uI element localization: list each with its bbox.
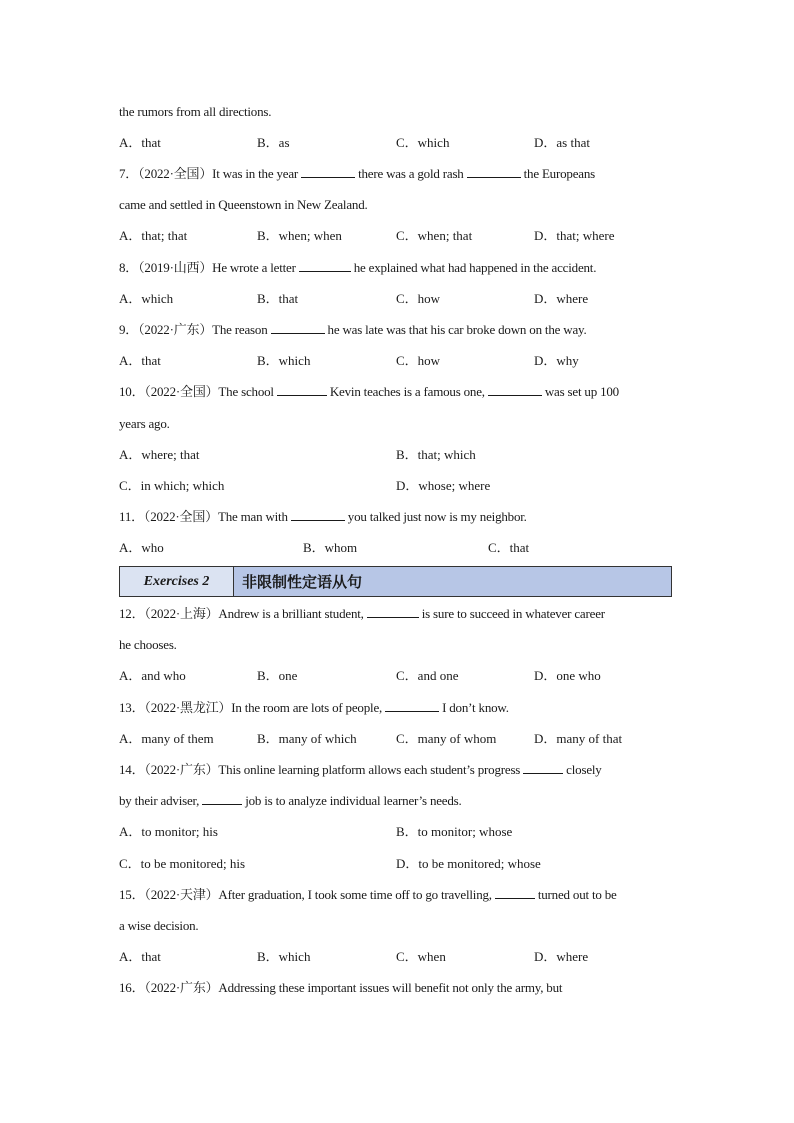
question-9: 9．（2022·广东）The reason he was late was that his car broke down on the way. [119,322,587,337]
option-b: B．many of which [257,731,357,746]
option-a: A．many of them [119,731,214,746]
question-16: 16．（2022·广东）Addressing these important issues will benefit not only the army, but [119,980,563,995]
answer-blank [299,259,351,272]
option-c: C．when; that [396,228,473,243]
option-c: C．that [488,540,530,555]
option-d: D．where [534,949,589,964]
question-13: 13．（2022·黑龙江）In the room are lots of people, I don’t know. [119,700,509,715]
text-line: years ago. [119,416,170,431]
question-12: 12．（2022·上海）Andrew is a brilliant student, is sure to succeed in whatever career [119,606,605,621]
option-a: A．that [119,135,161,150]
option-d: D．as that [534,135,590,150]
section-title: 非限制性定语从句 [234,567,671,596]
option-d: D．one who [534,668,601,683]
answer-blank [277,383,327,396]
option-d: D．to be monitored; whose [396,856,541,871]
question-11: 11．（2022·全国）The man with you talked just now is my neighbor. [119,509,527,524]
answer-blank [385,699,439,712]
option-a: A．who [119,540,164,555]
option-b: B．which [257,353,311,368]
section-header [119,566,672,597]
option-b: B．which [257,949,311,964]
option-a: A．that [119,949,161,964]
option-a: A．that [119,353,161,368]
option-c: C．which [396,135,450,150]
option-a: A．and who [119,668,186,683]
answer-blank [467,165,521,178]
option-a: A．that; that [119,228,188,243]
option-c: C．and one [396,668,459,683]
question-14: 14．（2022·广东）This online learning platform allows each student’s progress closely [119,762,602,777]
answer-blank [271,321,325,334]
option-d: D．many of that [534,731,623,746]
option-c: C．in which; which [119,478,225,493]
section-label: Exercises 2 [120,567,234,596]
option-b: B．to monitor; whose [396,824,513,839]
question-15: 15．（2022·天津）After graduation, I took some time off to go travelling, turned out to be [119,887,617,902]
answer-blank [523,761,563,774]
option-d: D．whose; where [396,478,491,493]
answer-blank [495,886,535,899]
answer-blank [488,383,542,396]
option-d: D．that; where [534,228,615,243]
option-c: C．when [396,949,446,964]
option-b: B．when; when [257,228,342,243]
text-line: a wise decision. [119,918,199,933]
option-b: B．that [257,291,299,306]
option-a: A．where; that [119,447,200,462]
option-b: B．whom [303,540,358,555]
option-d: D．why [534,353,579,368]
option-a: A．to monitor; his [119,824,218,839]
answer-blank [301,165,355,178]
option-b: B．as [257,135,290,150]
question-10: 10．（2022·全国）The school Kevin teaches is a famous one, was set up 100 [119,384,619,399]
option-c: C．to be monitored; his [119,856,246,871]
text-line: he chooses. [119,637,177,652]
option-b: B．that; which [396,447,476,462]
question-8: 8．（2019·山西）He wrote a letter he explained what had happened in the accident. [119,260,597,275]
answer-blank [367,605,419,618]
option-d: D．where [534,291,589,306]
option-c: C．how [396,353,441,368]
text-line: came and settled in Queenstown in New Zealand. [119,197,368,212]
option-c: C．many of whom [396,731,497,746]
question-7: 7．（2022·全国）It was in the year there was a gold rash the Europeans [119,166,596,181]
option-b: B．one [257,668,298,683]
answer-blank [291,508,345,521]
answer-blank [202,792,242,805]
option-a: A．which [119,291,174,306]
option-c: C．how [396,291,441,306]
text-line: by their adviser, job is to analyze individual learner’s needs. [119,793,462,808]
text-line: the rumors from all directions. [119,104,272,119]
